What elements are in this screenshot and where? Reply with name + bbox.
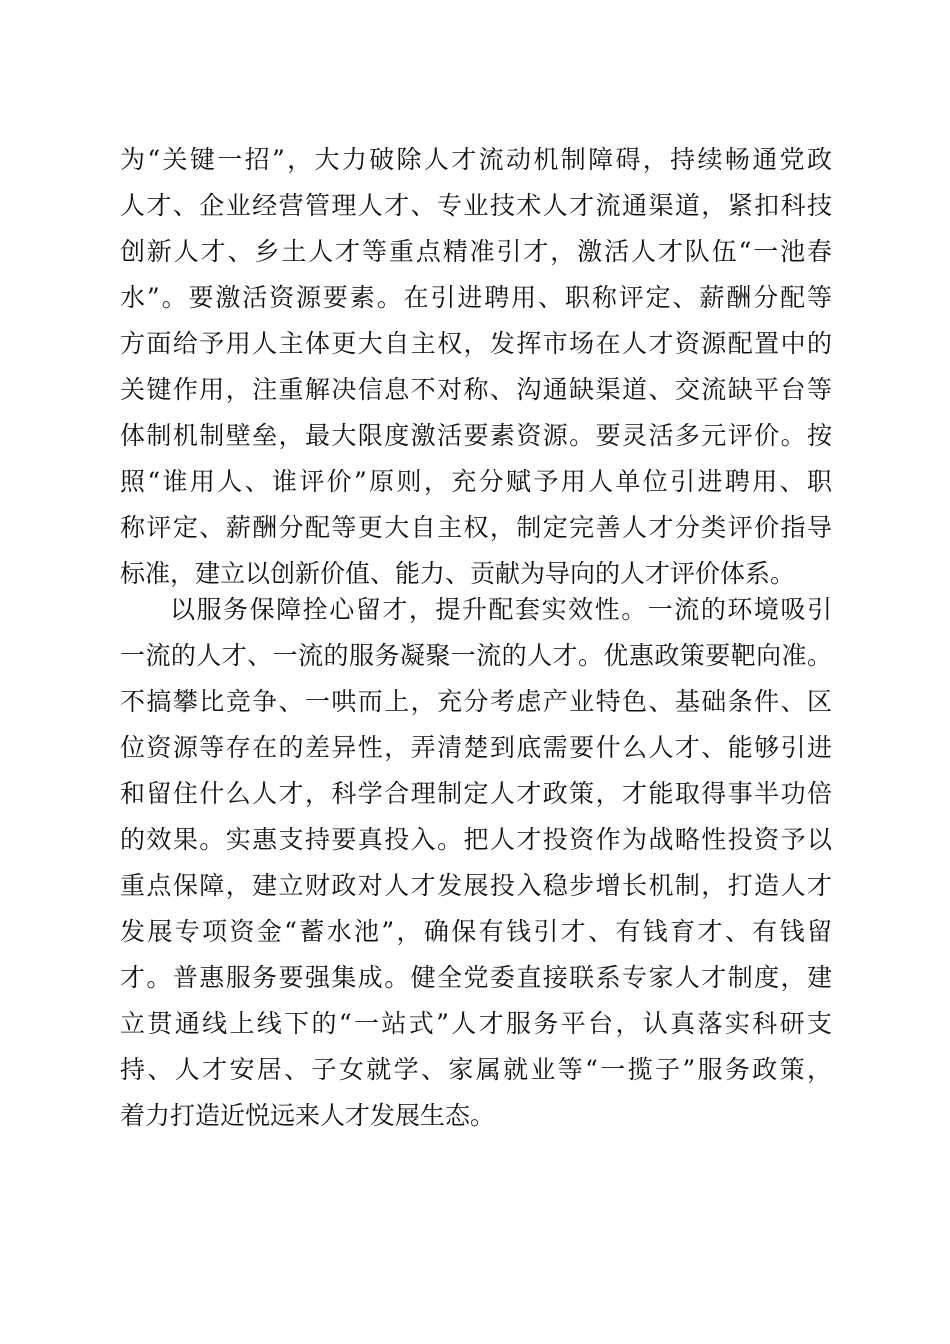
paragraph-line: 方面给予用人主体更大自主权，发挥市场在人才资源配置中的: [120, 329, 832, 358]
paragraph-line: 着力打造近悦远来人才发展生态。: [120, 1101, 496, 1130]
paragraph-line: 为“关键一招”，大力破除人才流动机制障碍，持续畅通党政: [120, 145, 832, 174]
paragraph-1: [120, 137, 832, 597]
paragraph-line: 以服务保障拴心留才，提升配套实效性。一流的环境吸引: [170, 595, 832, 624]
paragraph-2: [120, 587, 832, 1139]
paragraph-line: 持、人才安居、子女就学、家属就业等“一揽子”服务政策，: [120, 1055, 832, 1084]
paragraph-line: 发展专项资金“蓄水池”，确保有钱引才、有钱育才、有钱留: [120, 917, 832, 946]
paragraph-line: 不搞攀比竞争、一哄而上，充分考虑产业特色、基础条件、区: [120, 687, 832, 716]
paragraph-line: 位资源等存在的差异性，弄清楚到底需要什么人才、能够引进: [120, 733, 832, 762]
paragraph-line: 的效果。实惠支持要真投入。把人才投资作为战略性投资予以: [120, 825, 832, 854]
paragraph-line: 水”。要激活资源要素。在引进聘用、职称评定、薪酬分配等: [120, 283, 832, 312]
paragraph-line: 体制机制壁垒，最大限度激活要素资源。要灵活多元评价。按: [120, 421, 832, 450]
paragraph-line: 重点保障，建立财政对人才发展投入稳步增长机制，打造人才: [120, 871, 832, 900]
paragraph-line: 人才、企业经营管理人才、专业技术人才流通渠道，紧扣科技: [120, 191, 832, 220]
paragraph-line: 称评定、薪酬分配等更大自主权，制定完善人才分类评价指导: [120, 513, 832, 542]
paragraph-line: 标准，建立以创新价值、能力、贡献为导向的人才评价体系。: [120, 559, 796, 588]
paragraph-line: 关键作用，注重解决信息不对称、沟通缺渠道、交流缺平台等: [120, 375, 832, 404]
paragraph-line: 才。普惠服务要强集成。健全党委直接联系专家人才制度，建: [120, 963, 832, 992]
paragraph-line: 创新人才、乡土人才等重点精准引才，激活人才队伍“一池春: [120, 237, 832, 266]
paragraph-line: 一流的人才、一流的服务凝聚一流的人才。优惠政策要靶向准。: [120, 641, 832, 670]
paragraph-line: 和留住什么人才，科学合理制定人才政策，才能取得事半功倍: [120, 779, 832, 808]
paragraph-line: 照“谁用人、谁评价”原则，充分赋予用人单位引进聘用、职: [120, 467, 832, 496]
paragraph-line: 立贯通线上线下的“一站式”人才服务平台，认真落实科研支: [120, 1009, 832, 1038]
